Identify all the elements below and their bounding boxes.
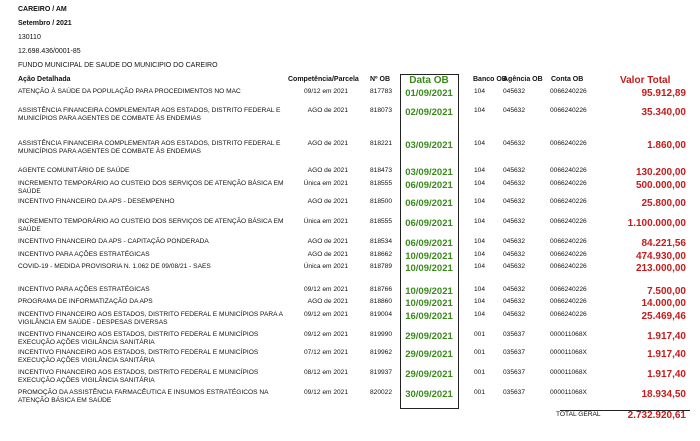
bank-cell: 104 <box>474 180 486 187</box>
ob-number-cell: 818500 <box>370 198 393 205</box>
ob-number-cell: 818662 <box>370 251 393 258</box>
bank-cell: 001 <box>474 349 486 356</box>
acao-cell: ASSISTÊNCIA FINANCEIRA COMPLEMENTAR AOS ESTADOS, DISTRITO FEDERAL E MUNICÍPIOS PARA AGENTES DE COMBATE ÀS ENDEMIAS <box>18 140 281 155</box>
ob-date-cell: 16/09/2021 <box>405 311 453 322</box>
ob-date-cell: 10/09/2021 <box>405 298 453 309</box>
account-cell: 0066240226 <box>550 263 587 270</box>
bank-cell: 104 <box>474 311 486 318</box>
bank-cell: 104 <box>474 286 486 293</box>
agency-cell: 045632 <box>503 298 526 305</box>
competencia-cell: Única em 2021 <box>303 180 348 187</box>
value-cell: 1.860,00 <box>647 140 686 151</box>
agency-cell: 045632 <box>503 286 526 293</box>
col-nob-header: Nº OB <box>370 76 391 83</box>
acao-cell: INCENTIVO FINANCEIRO AOS ESTADOS, DISTRITO FEDERAL E MUNICÍPIOS PARA A VIGILÂNCIA EM SAÚDE - DESPESAS DIVERSAS <box>18 311 283 326</box>
competencia-cell: 07/12 em 2021 <box>304 349 348 356</box>
agency-cell: 045632 <box>503 167 526 174</box>
ob-number-cell: 817783 <box>370 88 393 95</box>
acao-cell: INCENTIVO FINANCEIRO AOS ESTADOS, DISTRITO FEDERAL E MUNICÍPIOS EXECUÇÃO AÇÕES VIGILÂNCIA SANITÁRIA <box>18 349 259 364</box>
col-acao-header: Ação Detalhada <box>18 76 71 83</box>
ob-number-cell: 818766 <box>370 286 393 293</box>
agency-cell: 045632 <box>503 198 526 205</box>
competencia-cell: 09/12 em 2021 <box>304 286 348 293</box>
bank-cell: 104 <box>474 167 486 174</box>
col-data-header: Data OB <box>409 75 449 86</box>
agency-cell: 045632 <box>503 140 526 147</box>
account-cell: 0066240226 <box>550 251 587 258</box>
col-comp-header: Competência/Parcela <box>288 76 359 83</box>
ob-date-cell: 06/09/2021 <box>405 238 453 249</box>
account-cell: 0066240226 <box>550 298 587 305</box>
ob-date-cell: 03/09/2021 <box>405 140 453 151</box>
competencia-cell: AGO de 2021 <box>307 107 348 114</box>
ob-date-cell: 06/09/2021 <box>405 198 453 209</box>
account-cell: 0066240226 <box>550 311 587 318</box>
ob-number-cell: 819990 <box>370 331 393 338</box>
total-value: 2.732.920,61 <box>627 410 686 421</box>
bank-cell: 104 <box>474 238 486 245</box>
agency-cell: 035637 <box>503 369 526 376</box>
agency-cell: 045632 <box>503 218 526 225</box>
account-cell: 0066240226 <box>550 218 587 225</box>
account-cell: 0066240226 <box>550 198 587 205</box>
agency-cell: 045632 <box>503 311 526 318</box>
col-agencia-header: Agência OB <box>503 76 543 83</box>
competencia-cell: AGO de 2021 <box>307 298 348 305</box>
ob-number-cell: 818073 <box>370 107 393 114</box>
ob-date-cell: 03/09/2021 <box>405 167 453 178</box>
ob-date-cell: 10/09/2021 <box>405 286 453 297</box>
ob-number-cell: 818555 <box>370 180 393 187</box>
ob-number-cell: 818221 <box>370 140 393 147</box>
agency-cell: 045632 <box>503 263 526 270</box>
ob-date-cell: 06/09/2021 <box>405 218 453 229</box>
agency-cell: 045632 <box>503 88 526 95</box>
value-cell: 213.000,00 <box>635 263 686 274</box>
agency-cell: 035637 <box>503 331 526 338</box>
agency-cell: 045632 <box>503 238 526 245</box>
ob-number-cell: 819004 <box>370 311 393 318</box>
total-label: TOTAL GERAL <box>556 411 601 418</box>
competencia-cell: AGO de 2021 <box>307 251 348 258</box>
agency-cell: 035637 <box>503 389 526 396</box>
bank-cell: 001 <box>474 331 486 338</box>
ob-date-cell: 30/09/2021 <box>405 389 453 400</box>
value-cell: 1.917,40 <box>647 331 686 342</box>
competencia-cell: Única em 2021 <box>303 263 348 270</box>
account-cell: 0066240226 <box>550 286 587 293</box>
ob-date-cell: 02/09/2021 <box>405 107 453 118</box>
agency-cell: 045632 <box>503 180 526 187</box>
acao-cell: ASSISTÊNCIA FINANCEIRA COMPLEMENTAR AOS ESTADOS, DISTRITO FEDERAL E MUNICÍPIOS PARA AGENTES DE COMBATE ÀS ENDEMIAS <box>18 107 281 122</box>
competencia-cell: 09/12 em 2021 <box>304 389 348 396</box>
value-cell: 84.221,56 <box>641 238 686 249</box>
ob-number-cell: 818534 <box>370 238 393 245</box>
account-cell: 0066240226 <box>550 238 587 245</box>
account-cell: 000011068X <box>550 331 587 338</box>
competencia-cell: 09/12 em 2021 <box>304 311 348 318</box>
acao-cell: INCENTIVO FINANCEIRO AOS ESTADOS, DISTRITO FEDERAL E MUNICÍPIOS EXECUÇÃO AÇÕES VIGILÂNCIA SANITÁRIA <box>18 369 259 384</box>
ob-date-cell: 10/09/2021 <box>405 263 453 274</box>
bank-cell: 104 <box>474 140 486 147</box>
competencia-cell: Única em 2021 <box>303 218 348 225</box>
value-cell: 500.000,00 <box>635 180 686 191</box>
acao-cell: COVID-19 - MEDIDA PROVISORIA N. 1.062 DE 09/08/21 - SAES <box>18 263 211 270</box>
competencia-cell: 09/12 em 2021 <box>304 88 348 95</box>
ob-date-cell: 10/09/2021 <box>405 251 453 262</box>
competencia-cell: AGO de 2021 <box>307 238 348 245</box>
bank-cell: 104 <box>474 88 486 95</box>
value-cell: 474.930,00 <box>635 251 686 262</box>
value-cell: 1.917,40 <box>647 349 686 360</box>
bank-cell: 001 <box>474 369 486 376</box>
competencia-cell: AGO de 2021 <box>307 140 348 147</box>
entity-code: 130110 <box>18 34 41 41</box>
ob-date-cell: 29/09/2021 <box>405 369 453 380</box>
bank-cell: 104 <box>474 298 486 305</box>
competencia-cell: 08/12 em 2021 <box>304 369 348 376</box>
col-banco-header: Banco OB <box>473 76 507 83</box>
bank-cell: 104 <box>474 198 486 205</box>
municipality-title: CAREIRO / AM <box>18 6 67 13</box>
value-cell: 25.800,00 <box>641 198 686 209</box>
col-valor-header: Valor Total <box>620 75 671 86</box>
ob-number-cell: 819962 <box>370 349 393 356</box>
value-cell: 14.000,00 <box>641 298 686 309</box>
value-cell: 95.912,89 <box>641 88 686 99</box>
competencia-cell: AGO de 2021 <box>307 198 348 205</box>
ob-date-cell: 29/09/2021 <box>405 331 453 342</box>
fund-name: FUNDO MUNICIPAL DE SAUDE DO MUNICIPIO DO CAREIRO <box>18 62 218 69</box>
acao-cell: INCENTIVO FINANCEIRO AOS ESTADOS, DISTRITO FEDERAL E MUNICÍPIOS EXECUÇÃO AÇÕES VIGILÂNCIA SANITÁRIA <box>18 331 259 346</box>
bank-cell: 104 <box>474 218 486 225</box>
ob-date-cell: 29/09/2021 <box>405 349 453 360</box>
agency-cell: 035637 <box>503 349 526 356</box>
competencia-cell: AGO de 2021 <box>307 167 348 174</box>
ob-number-cell: 818860 <box>370 298 393 305</box>
agency-cell: 045632 <box>503 251 526 258</box>
value-cell: 1.100.000,00 <box>627 218 686 229</box>
acao-cell: INCENTIVO PARA AÇÕES ESTRATÉGICAS <box>18 251 150 258</box>
competencia-cell: 09/12 em 2021 <box>304 331 348 338</box>
period-label: Setembro / 2021 <box>18 20 72 27</box>
ob-number-cell: 820022 <box>370 389 393 396</box>
ob-date-cell: 01/09/2021 <box>405 88 453 99</box>
acao-cell: INCREMENTO TEMPORÁRIO AO CUSTEIO DOS SERVIÇOS DE ATENÇÃO BÁSICA EM SAÚDE <box>18 218 284 233</box>
bank-cell: 104 <box>474 251 486 258</box>
account-cell: 000011068X <box>550 349 587 356</box>
acao-cell: AGENTE COMUNITÁRIO DE SAÚDE <box>18 167 130 174</box>
ob-date-cell: 06/09/2021 <box>405 180 453 191</box>
value-cell: 1.917,40 <box>647 369 686 380</box>
account-cell: 0066240226 <box>550 88 587 95</box>
acao-cell: INCREMENTO TEMPORÁRIO AO CUSTEIO DOS SERVIÇOS DE ATENÇÃO BÁSICA EM SAÚDE <box>18 180 284 195</box>
ob-number-cell: 818555 <box>370 218 393 225</box>
acao-cell: ATENÇÃO À SAÚDE DA POPULAÇÃO PARA PROCEDIMENTOS NO MAC <box>18 88 241 95</box>
bank-cell: 104 <box>474 107 486 114</box>
account-cell: 0066240226 <box>550 140 587 147</box>
account-cell: 000011068X <box>550 369 587 376</box>
bank-cell: 104 <box>474 263 486 270</box>
col-conta-header: Conta OB <box>551 76 584 83</box>
acao-cell: INCENTIVO FINANCEIRO DA APS - DESEMPENHO <box>18 198 175 205</box>
bank-cell: 001 <box>474 389 486 396</box>
acao-cell: INCENTIVO FINANCEIRO DA APS - CAPITAÇÃO PONDERADA <box>18 238 209 245</box>
account-cell: 0066240226 <box>550 107 587 114</box>
value-cell: 25.469,46 <box>641 311 686 322</box>
acao-cell: PROMOÇÃO DA ASSISTÊNCIA FARMACÊUTICA E INSUMOS ESTRATÉGICOS NA ATENÇÃO BÁSICA EM SAÚDE <box>18 389 269 404</box>
value-cell: 130.200,00 <box>635 167 686 178</box>
value-cell: 35.340,00 <box>641 107 686 118</box>
agency-cell: 045632 <box>503 107 526 114</box>
ob-number-cell: 818789 <box>370 263 393 270</box>
cnpj: 12.698.436/0001-85 <box>18 48 81 55</box>
ob-number-cell: 819937 <box>370 369 393 376</box>
account-cell: 0066240226 <box>550 180 587 187</box>
account-cell: 000011068X <box>550 389 587 396</box>
acao-cell: INCENTIVO PARA AÇÕES ESTRATÉGICAS <box>18 286 150 293</box>
account-cell: 0066240226 <box>550 167 587 174</box>
acao-cell: PROGRAMA DE INFORMATIZAÇÃO DA APS <box>18 298 153 305</box>
value-cell: 7.500,00 <box>647 286 686 297</box>
value-cell: 18.934,50 <box>641 389 686 400</box>
ob-number-cell: 818473 <box>370 167 393 174</box>
